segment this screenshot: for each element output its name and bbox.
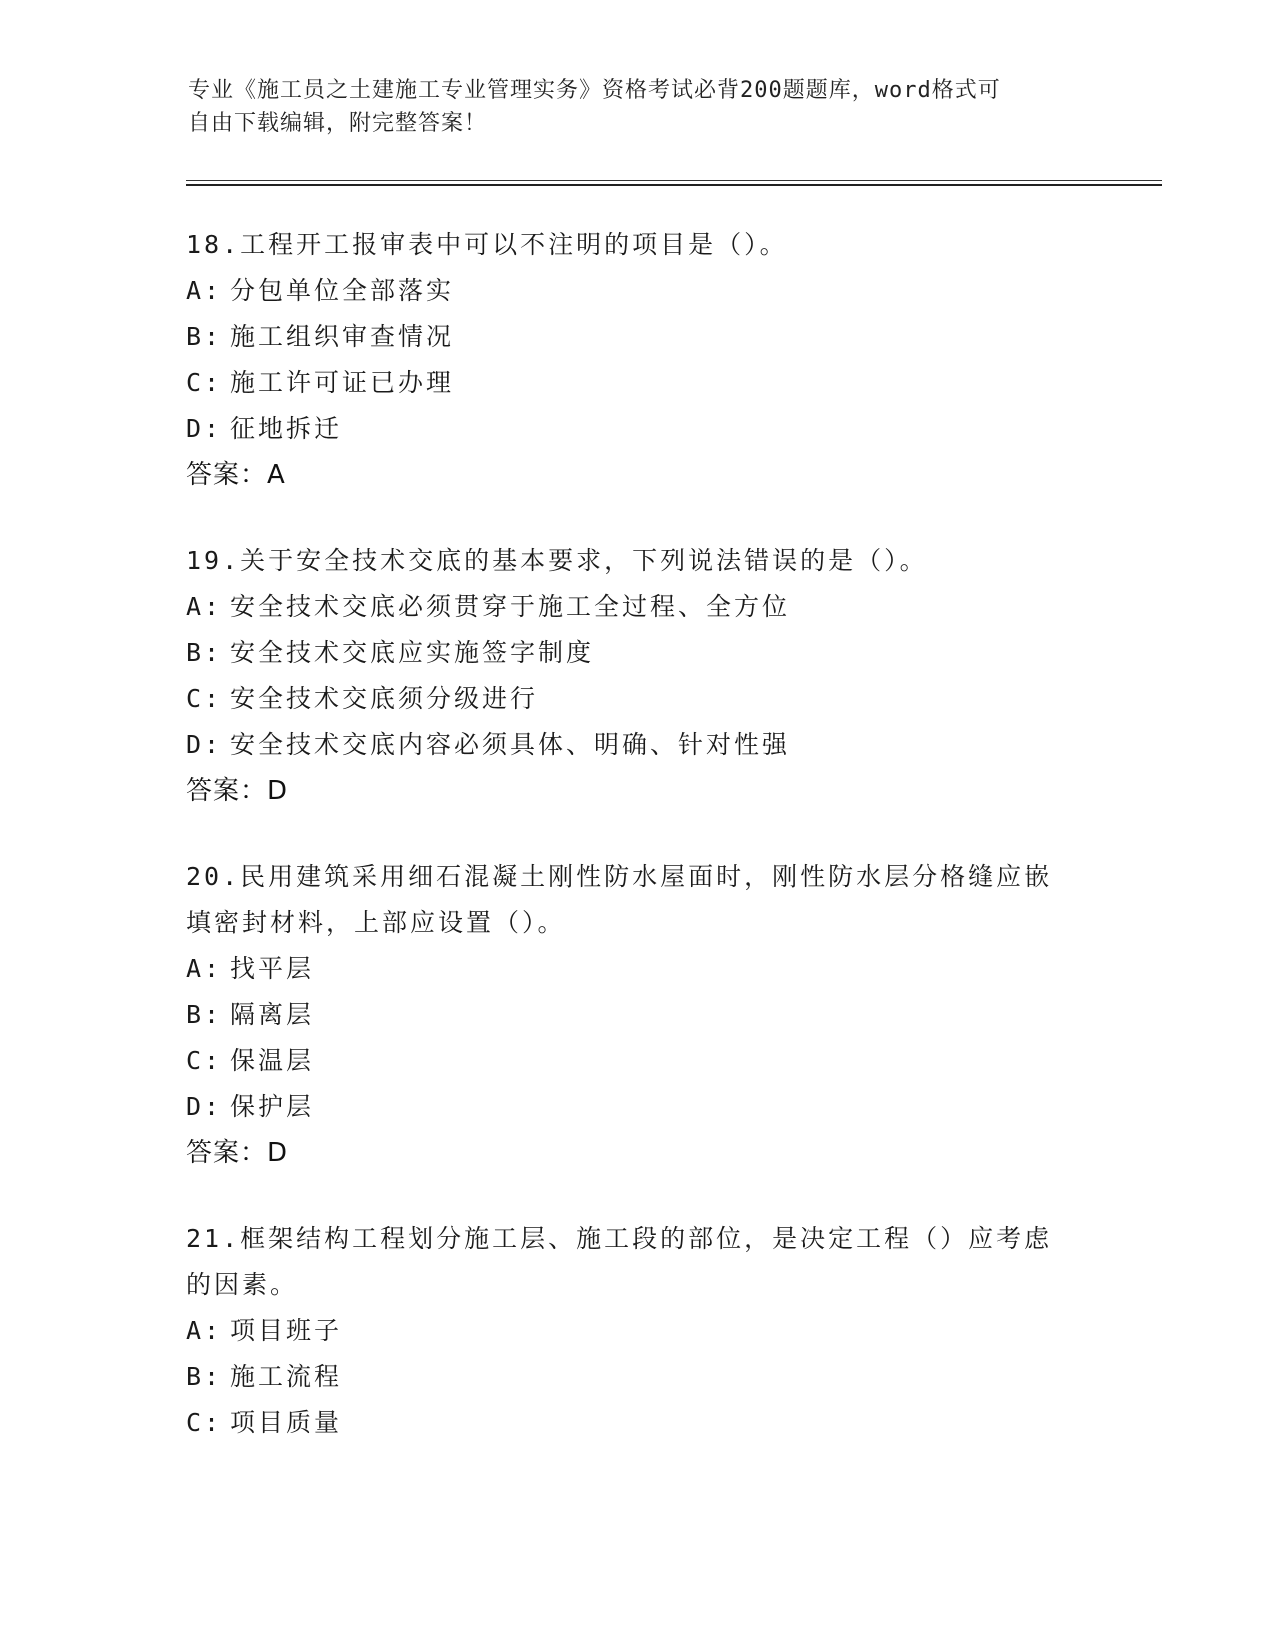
option-d (186, 406, 1086, 452)
option-text: 安全技术交底内容必须具体、明确、针对性强 (230, 730, 791, 759)
question-21 (186, 1216, 1086, 1446)
option-a (186, 1308, 1086, 1354)
option-a (186, 946, 1086, 992)
option-text: 项目班子 (230, 1316, 343, 1345)
answer-label: 答案：D (186, 1138, 289, 1168)
option-text: 施工许可证已办理 (230, 368, 455, 397)
option-letter: C: (186, 368, 223, 397)
option-text: 分包单位全部落实 (230, 276, 455, 305)
option-text: 安全技术交底必须贯穿于施工全过程、全方位 (230, 592, 791, 621)
header-line-2: 自由下载编辑，附完整答案！ (188, 111, 488, 136)
option-a (186, 268, 1086, 314)
option-text: 安全技术交底须分级进行 (230, 684, 539, 713)
option-c (186, 360, 1086, 406)
option-b (186, 630, 1086, 676)
question-stem: 20.民用建筑采用细石混凝土刚性防水屋面时，刚性防水层分格缝应嵌填密封材料，上部应设置（）。 (186, 862, 1053, 937)
question-stem: 21.框架结构工程划分施工层、施工段的部位，是决定工程（）应考虑的因素。 (186, 1224, 1053, 1299)
option-letter: A: (186, 592, 223, 621)
question-stem: 18.工程开工报审表中可以不注明的项目是（）。 (186, 230, 788, 259)
option-letter: B: (186, 1362, 223, 1391)
option-letter: A: (186, 954, 223, 983)
option-b (186, 314, 1086, 360)
question-stem: 19.关于安全技术交底的基本要求，下列说法错误的是（）。 (186, 546, 928, 575)
option-text: 安全技术交底应实施签字制度 (230, 638, 595, 667)
question-18 (186, 222, 1086, 498)
option-b (186, 1354, 1086, 1400)
option-letter: C: (186, 1408, 223, 1437)
option-letter: B: (186, 638, 223, 667)
answer-label: 答案：D (186, 776, 289, 806)
header-divider-bottom (186, 184, 1162, 186)
header-line-1: 专业《施工员之土建施工专业管理实务》资格考试必背200题题库，word格式可 (188, 78, 1001, 103)
option-letter: D: (186, 730, 223, 759)
header-divider-top (186, 180, 1162, 181)
option-d (186, 722, 1086, 768)
option-text: 找平层 (230, 954, 315, 983)
option-letter: A: (186, 1316, 223, 1345)
option-a (186, 584, 1086, 630)
option-c (186, 1038, 1086, 1084)
option-letter: A: (186, 276, 223, 305)
option-text: 施工组织审查情况 (230, 322, 455, 351)
question-20 (186, 854, 1086, 1176)
question-19 (186, 538, 1086, 814)
option-letter: D: (186, 1092, 223, 1121)
option-letter: D: (186, 414, 223, 443)
option-letter: B: (186, 322, 223, 351)
option-letter: C: (186, 684, 223, 713)
option-text: 征地拆迁 (230, 414, 343, 443)
option-b (186, 992, 1086, 1038)
option-text: 保护层 (230, 1092, 315, 1121)
option-text: 保温层 (230, 1046, 315, 1075)
option-letter: B: (186, 1000, 223, 1029)
option-letter: C: (186, 1046, 223, 1075)
option-text: 施工流程 (230, 1362, 343, 1391)
option-c (186, 676, 1086, 722)
option-text: 隔离层 (230, 1000, 315, 1029)
option-text: 项目质量 (230, 1408, 343, 1437)
option-c (186, 1400, 1086, 1446)
option-d (186, 1084, 1086, 1130)
document-header (188, 74, 1068, 140)
answer-label: 答案：A (186, 460, 286, 490)
